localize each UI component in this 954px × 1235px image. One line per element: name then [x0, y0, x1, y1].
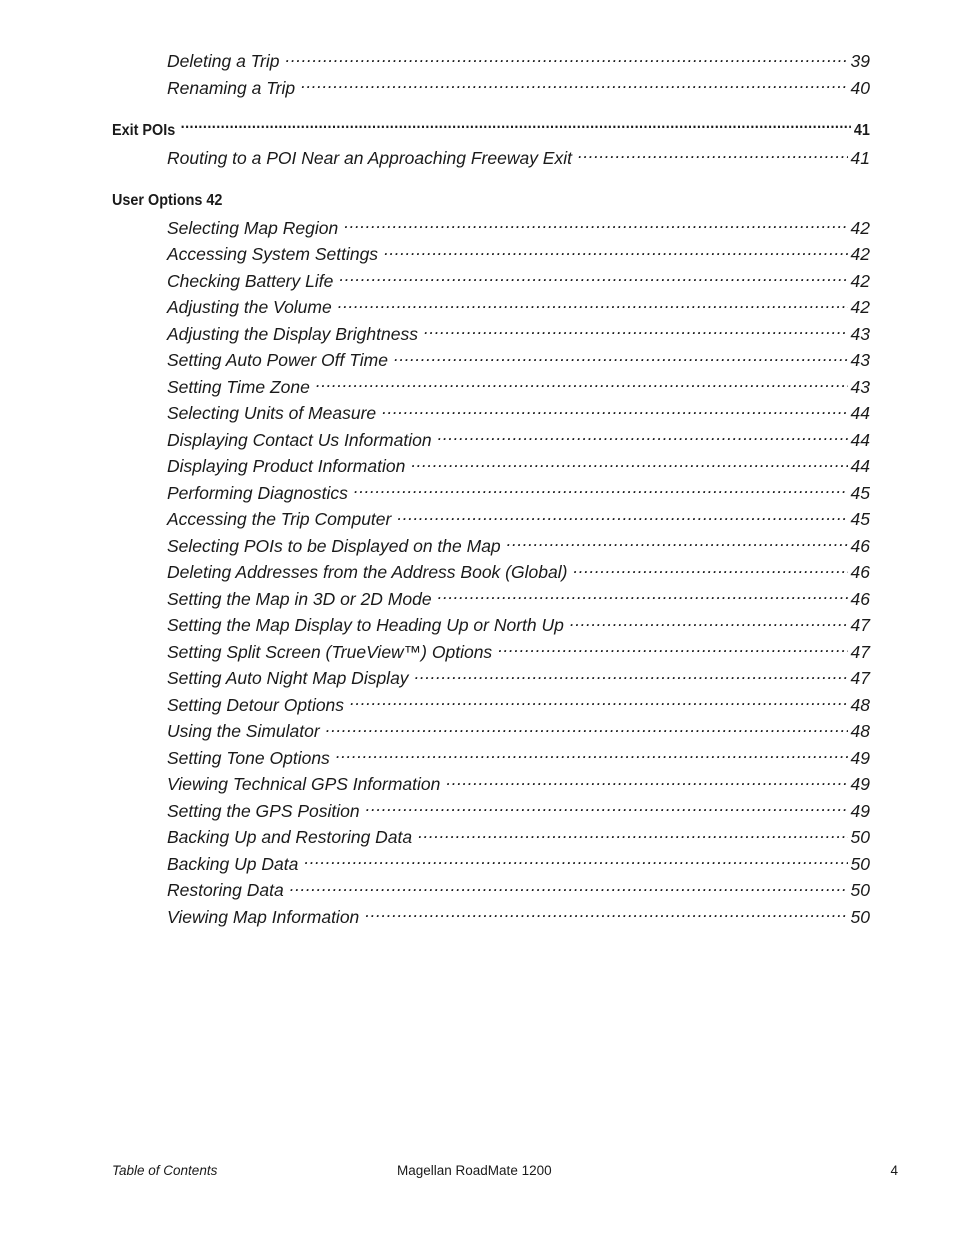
toc-entry-page: 44 — [850, 403, 870, 423]
toc-entry-page: 44 — [850, 456, 870, 476]
dot-leader — [438, 428, 848, 446]
toc-entry-title: Setting Auto Night Map Display — [167, 668, 409, 688]
toc-entry[interactable] — [112, 294, 870, 321]
dot-leader — [336, 746, 848, 764]
toc-entry-page: 50 — [850, 906, 870, 927]
toc-entry[interactable] — [112, 400, 870, 427]
toc-entry-page: 43 — [850, 323, 870, 344]
dot-leader — [411, 455, 847, 473]
toc-entry[interactable] — [112, 374, 870, 401]
toc-entry-page: 50 — [850, 880, 870, 900]
toc-entry[interactable] — [112, 533, 870, 560]
toc-entry[interactable] — [112, 692, 870, 719]
toc-entry[interactable] — [112, 612, 870, 639]
toc-entry[interactable] — [112, 904, 870, 931]
toc-entry-title: Selecting POIs to be Displayed on the Map — [167, 535, 501, 556]
dot-leader — [366, 799, 848, 817]
toc-entry-title: Setting the Map in 3D or 2D Mode — [167, 588, 432, 609]
dot-leader — [415, 667, 848, 685]
toc-entry-page: 48 — [850, 721, 870, 741]
toc-entry-title: Backing Up and Restoring Data — [167, 827, 413, 847]
toc-entry-title: Setting Detour Options — [167, 694, 345, 715]
toc-entry-title: Setting Tone Options — [167, 747, 330, 768]
toc-entry-title: Selecting Map Region — [167, 217, 339, 238]
toc-entry[interactable] — [112, 347, 870, 374]
toc-entry-title: Restoring Data — [167, 880, 284, 900]
toc-entry-page: 45 — [850, 482, 870, 503]
toc-entry-page: 43 — [850, 350, 870, 370]
toc-entry-page: 47 — [850, 641, 870, 662]
footer-page-number: 4 — [890, 1163, 898, 1178]
toc-entry-page: 50 — [850, 853, 870, 874]
toc-section-title: Exit POIs — [112, 122, 176, 139]
dot-leader — [304, 852, 847, 870]
toc-entry-title: Using the Simulator — [167, 721, 320, 741]
toc-entry-title: Adjusting the Volume — [167, 297, 332, 317]
toc-entry[interactable] — [112, 453, 870, 480]
toc-entry-page: 49 — [850, 747, 870, 768]
toc-entry-title: Setting the GPS Position — [167, 800, 360, 821]
toc-entry[interactable] — [112, 241, 870, 268]
dot-leader — [354, 481, 848, 499]
dot-leader — [316, 375, 848, 393]
toc-entry[interactable] — [112, 745, 870, 772]
toc-entry-title: Displaying Contact Us Information — [167, 429, 432, 450]
toc-entry[interactable] — [112, 586, 870, 613]
toc-entry-title: Accessing the Trip Computer — [167, 509, 392, 529]
toc-section-exit-pois[interactable] — [112, 118, 870, 145]
toc-entry-page: 49 — [850, 774, 870, 794]
toc-entry-title: Routing to a POI Near an Approaching Freeway Exit — [167, 147, 572, 168]
toc-entry-page: 46 — [850, 588, 870, 609]
footer-section-name: Table of Contents — [112, 1163, 218, 1178]
toc-entry[interactable] — [112, 321, 870, 348]
dot-leader — [394, 349, 848, 367]
toc-entry[interactable] — [112, 824, 870, 851]
toc-entry-page: 39 — [850, 51, 870, 71]
toc-entry[interactable] — [112, 480, 870, 507]
table-of-contents — [112, 48, 870, 930]
toc-entry-title: Performing Diagnostics — [167, 482, 348, 503]
toc-entry[interactable] — [112, 771, 870, 798]
toc-entry-title: Backing Up Data — [167, 853, 299, 874]
toc-entry-page: 46 — [850, 562, 870, 582]
toc-entry-page: 47 — [850, 668, 870, 688]
dot-leader — [424, 322, 848, 340]
toc-entry-title: Viewing Map Information — [167, 906, 360, 927]
toc-entry[interactable] — [112, 718, 870, 745]
toc-entry-title: Deleting Addresses from the Address Book (Global) — [167, 562, 568, 582]
toc-entry-title: Accessing System Settings — [167, 244, 379, 264]
toc-entry-routing-to-poi-near-exit[interactable] — [112, 145, 870, 172]
toc-entry[interactable] — [112, 877, 870, 904]
toc-entry-page: 46 — [850, 535, 870, 556]
user-options-list — [112, 215, 870, 931]
dot-leader — [181, 119, 852, 135]
toc-entry[interactable] — [112, 427, 870, 454]
toc-entry[interactable] — [112, 268, 870, 295]
toc-entry-title: Viewing Technical GPS Information — [167, 774, 441, 794]
toc-entry-page: 40 — [850, 77, 870, 98]
toc-entry-title: Displaying Product Information — [167, 456, 406, 476]
dot-leader — [290, 879, 848, 897]
toc-entry-page: 45 — [850, 509, 870, 529]
toc-entry-page: 47 — [850, 615, 870, 635]
footer-product-name: Magellan RoadMate 1200 — [397, 1163, 552, 1178]
toc-entry-page: 42 — [850, 297, 870, 317]
toc-entry-title: Setting Auto Power Off Time — [167, 350, 388, 370]
dot-leader — [418, 826, 847, 844]
dot-leader — [344, 216, 847, 234]
dot-leader — [382, 402, 847, 420]
toc-entry-deleting-a-trip[interactable] — [112, 48, 870, 75]
dot-leader — [498, 640, 847, 658]
toc-entry-renaming-a-trip[interactable] — [112, 75, 870, 102]
toc-entry[interactable] — [112, 798, 870, 825]
toc-entry-title: Setting Split Screen (TrueView™) Options — [167, 641, 493, 662]
dot-leader — [573, 561, 847, 579]
dot-leader — [326, 720, 848, 738]
toc-entry-page: 41 — [850, 147, 870, 168]
toc-entry[interactable] — [112, 215, 870, 242]
dot-leader — [397, 508, 847, 526]
toc-entry-page: 42 — [850, 270, 870, 291]
toc-entry-title: Adjusting the Display Brightness — [167, 323, 418, 344]
toc-section-user-options[interactable]: User Options 42 — [112, 192, 223, 209]
toc-entry-page: 42 — [850, 217, 870, 238]
toc-entry-page: 44 — [850, 429, 870, 450]
toc-entry-page: 43 — [850, 376, 870, 397]
dot-leader — [507, 534, 848, 552]
dot-leader — [301, 76, 847, 94]
toc-entry-title: Setting Time Zone — [167, 376, 310, 397]
toc-entry[interactable] — [112, 506, 870, 533]
toc-entry-title: Setting the Map Display to Heading Up or North Up — [167, 615, 564, 635]
toc-entry-title: Renaming a Trip — [167, 77, 296, 98]
dot-leader — [350, 693, 847, 711]
toc-entry[interactable] — [112, 559, 870, 586]
dot-leader — [384, 243, 847, 261]
toc-entry-page: 48 — [850, 694, 870, 715]
dot-leader — [446, 773, 847, 791]
toc-entry-title: Selecting Units of Measure — [167, 403, 377, 423]
toc-entry-title: Checking Battery Life — [167, 270, 334, 291]
dot-leader — [339, 269, 847, 287]
dot-leader — [365, 905, 847, 923]
dot-leader — [570, 614, 848, 632]
toc-entry[interactable] — [112, 639, 870, 666]
toc-entry-title: Deleting a Trip — [167, 51, 280, 71]
toc-entry-page: 42 — [850, 244, 870, 264]
toc-section-page: 41 — [853, 122, 870, 139]
page-footer — [112, 1163, 898, 1183]
dot-leader — [438, 587, 848, 605]
toc-entry-page: 49 — [850, 800, 870, 821]
toc-entry-page: 50 — [850, 827, 870, 847]
dot-leader — [578, 146, 848, 164]
toc-entry[interactable] — [112, 665, 870, 692]
toc-entry[interactable] — [112, 851, 870, 878]
dot-leader — [338, 296, 848, 314]
dot-leader — [286, 50, 848, 68]
